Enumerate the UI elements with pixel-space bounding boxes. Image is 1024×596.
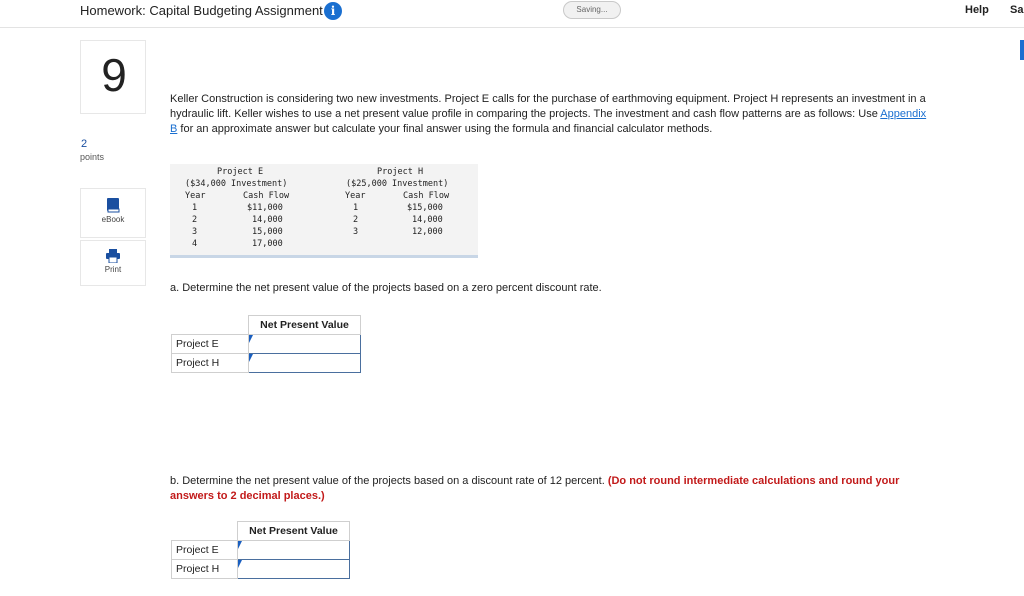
project-e-year: 3	[192, 227, 198, 237]
part-b-question: b. Determine the net present value of the projects based on a discount rate of 12 percent.	[170, 475, 608, 487]
project-h-investment: ($25,000 Investment)	[346, 179, 449, 189]
row-label: Project E	[172, 335, 249, 354]
info-icon[interactable]: i	[324, 2, 342, 20]
print-label: Print	[104, 265, 122, 274]
row-label: Project E	[172, 541, 238, 560]
part-a-project-h-input[interactable]	[249, 355, 360, 372]
project-e-year-header: Year	[185, 191, 206, 201]
project-e-flow: 15,000	[252, 227, 283, 237]
project-h-year: 1	[353, 203, 359, 213]
question-number: 9	[101, 49, 127, 101]
part-b-project-h-input[interactable]	[238, 561, 349, 578]
help-link[interactable]: Help	[965, 4, 989, 16]
print-button[interactable]	[80, 240, 146, 286]
project-e-year: 1	[192, 203, 198, 213]
table-row	[172, 335, 361, 354]
points-label: points	[80, 152, 105, 162]
part-b-npv-table	[171, 521, 350, 579]
project-e-title: Project E	[217, 167, 264, 177]
header-spacer	[172, 316, 249, 335]
part-b-project-e-input[interactable]	[238, 542, 349, 559]
npv-input-cell[interactable]	[238, 541, 350, 560]
flag-icon	[238, 560, 242, 568]
table-row	[172, 541, 350, 560]
project-e-flow: 14,000	[252, 215, 283, 225]
question-number-box	[80, 40, 146, 114]
part-b-instruction: (Do not round intermediate calculations and round your answers to 2 decimal places.)	[170, 475, 900, 502]
assignment-title: Homework: Capital Budgeting Assignment	[80, 3, 323, 18]
part-a-prompt: a. Determine the net present value of the projects based on a zero percent discount rate.	[170, 282, 602, 294]
cash-flow-table	[170, 164, 478, 258]
save-link[interactable]: Sa	[1010, 4, 1024, 16]
project-e-flow: 17,000	[252, 239, 283, 249]
project-e-cf-header: Cash Flow	[243, 191, 290, 201]
project-h-flow: $15,000	[407, 203, 443, 213]
flag-icon	[249, 354, 253, 362]
appendix-b-link[interactable]: Appendix B	[170, 108, 927, 135]
table-bottom-rule	[170, 255, 478, 258]
part-b-prompt	[170, 474, 930, 504]
project-e-flow: $11,000	[247, 203, 283, 213]
printer-icon	[106, 249, 120, 263]
project-h-cf-header: Cash Flow	[403, 191, 450, 201]
side-panel-tab[interactable]	[1020, 40, 1024, 60]
problem-statement	[170, 92, 928, 137]
project-h-year-header: Year	[345, 191, 366, 201]
ebook-button[interactable]	[80, 188, 146, 238]
project-h-flow: 12,000	[412, 227, 443, 237]
row-label: Project H	[172, 560, 238, 579]
table-row	[172, 354, 361, 373]
npv-input-cell[interactable]	[249, 354, 361, 373]
table-row	[172, 560, 350, 579]
saving-status: Saving...	[563, 1, 621, 19]
npv-column-header: Net Present Value	[238, 522, 350, 541]
problem-text-2: for an approximate answer but calculate your final answer using the formula and financial calculator methods.	[177, 123, 713, 135]
project-h-title: Project H	[377, 167, 424, 177]
flag-icon	[238, 541, 242, 549]
ebook-label: eBook	[101, 215, 125, 224]
project-e-investment: ($34,000 Investment)	[185, 179, 288, 189]
problem-text-1: Keller Construction is considering two new investments. Project E calls for the purchase of earthmoving equipment. Project H represents an investment in a hydraulic lift. Keller wishes to use a net present value profile in comparing the projects. The investment and cash flow patterns are as follows: Use	[170, 93, 926, 120]
part-a-npv-table	[171, 315, 361, 373]
project-h-year: 3	[353, 227, 359, 237]
npv-input-cell[interactable]	[238, 560, 350, 579]
project-h-year: 2	[353, 215, 359, 225]
npv-column-header: Net Present Value	[249, 316, 361, 335]
part-a-project-e-input[interactable]	[249, 336, 360, 353]
flag-icon	[249, 335, 253, 343]
project-h-flow: 14,000	[412, 215, 443, 225]
row-label: Project H	[172, 354, 249, 373]
project-e-year: 2	[192, 215, 198, 225]
book-icon	[106, 197, 120, 213]
project-e-year: 4	[192, 239, 198, 249]
points-value: 2	[81, 138, 88, 150]
top-bar	[0, 0, 1024, 28]
npv-input-cell[interactable]	[249, 335, 361, 354]
header-spacer	[172, 522, 238, 541]
